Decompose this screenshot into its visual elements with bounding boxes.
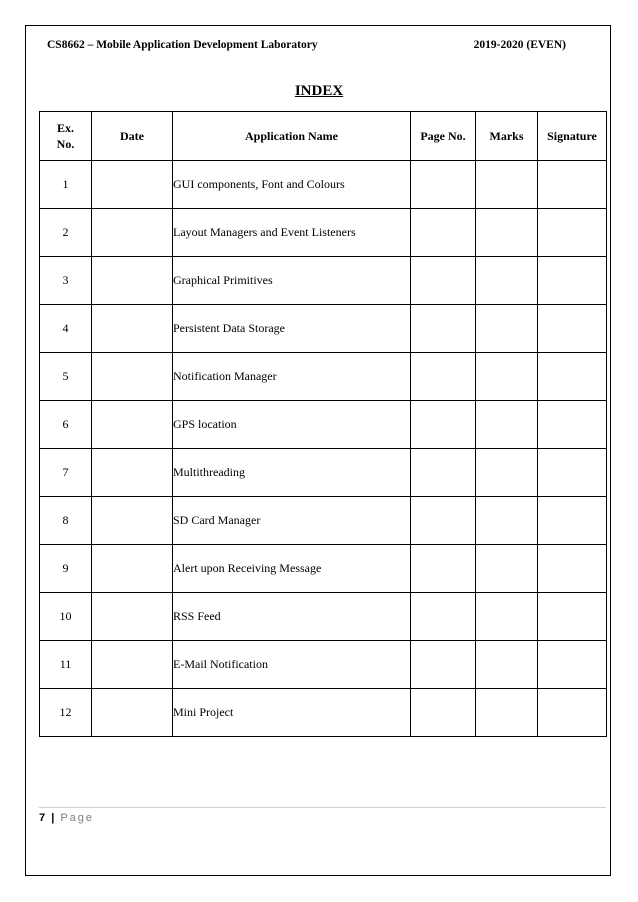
cell-app-name: Layout Managers and Event Listeners [173,209,411,257]
cell-signature [538,593,607,641]
cell-exno: 11 [40,641,92,689]
table-row [40,689,607,737]
cell-date [92,545,173,593]
cell-date [92,689,173,737]
footer-divider [39,807,606,808]
cell-signature [538,305,607,353]
col-header-marks: Marks [476,112,538,161]
cell-page-no [411,209,476,257]
col-header-exno-line2: No. [56,137,75,151]
cell-date [92,449,173,497]
cell-marks [476,209,538,257]
table-row [40,305,607,353]
col-header-exno [40,112,92,161]
cell-page-no [411,497,476,545]
cell-app-name: GPS location [173,401,411,449]
cell-signature [538,641,607,689]
cell-exno: 7 [40,449,92,497]
cell-page-no [411,593,476,641]
cell-exno: 3 [40,257,92,305]
cell-exno: 12 [40,689,92,737]
cell-marks [476,353,538,401]
table-row [40,497,607,545]
cell-app-name: RSS Feed [173,593,411,641]
cell-signature [538,689,607,737]
cell-page-no [411,161,476,209]
table-row [40,545,607,593]
cell-exno: 8 [40,497,92,545]
cell-date [92,209,173,257]
cell-page-no [411,305,476,353]
col-header-signature: Signature [538,112,607,161]
cell-page-no [411,689,476,737]
page-footer [39,812,94,824]
table-row [40,209,607,257]
cell-app-name: Multithreading [173,449,411,497]
cell-signature [538,497,607,545]
cell-page-no [411,353,476,401]
table-row [40,401,607,449]
header-course: CS8662 – Mobile Application Development Laboratory [47,39,318,51]
cell-marks [476,497,538,545]
cell-marks [476,401,538,449]
cell-date [92,161,173,209]
table-row [40,449,607,497]
cell-exno: 5 [40,353,92,401]
cell-page-no [411,641,476,689]
cell-signature [538,545,607,593]
footer-page-number: 7 [39,812,46,824]
cell-marks [476,593,538,641]
cell-app-name: SD Card Manager [173,497,411,545]
col-header-exno-line1: Ex. [56,121,74,135]
table-row [40,161,607,209]
table-row [40,353,607,401]
table-row [40,641,607,689]
footer-separator: | [51,812,55,824]
cell-app-name: GUI components, Font and Colours [173,161,411,209]
cell-app-name: Notification Manager [173,353,411,401]
cell-exno: 2 [40,209,92,257]
cell-signature [538,353,607,401]
table-row [40,257,607,305]
page-title: INDEX [294,83,344,99]
cell-marks [476,689,538,737]
col-header-page-no: Page No. [411,112,476,161]
cell-app-name: E-Mail Notification [173,641,411,689]
cell-signature [538,401,607,449]
col-header-date: Date [92,112,173,161]
cell-page-no [411,401,476,449]
cell-date [92,353,173,401]
footer-page-label: Page [60,812,95,824]
cell-date [92,401,173,449]
cell-page-no [411,545,476,593]
cell-signature [538,257,607,305]
cell-app-name: Graphical Primitives [173,257,411,305]
index-table [39,111,607,737]
cell-page-no [411,449,476,497]
cell-exno: 6 [40,401,92,449]
header-term: 2019-2020 (EVEN) [473,39,566,51]
cell-signature [538,161,607,209]
cell-app-name: Persistent Data Storage [173,305,411,353]
cell-exno: 9 [40,545,92,593]
cell-date [92,257,173,305]
cell-date [92,593,173,641]
cell-app-name: Mini Project [173,689,411,737]
cell-exno: 10 [40,593,92,641]
table-row [40,593,607,641]
cell-page-no [411,257,476,305]
cell-marks [476,545,538,593]
col-header-app-name: Application Name [173,112,411,161]
cell-signature [538,209,607,257]
cell-marks [476,305,538,353]
cell-marks [476,449,538,497]
cell-exno: 4 [40,305,92,353]
table-body [40,161,607,737]
cell-date [92,641,173,689]
cell-date [92,305,173,353]
cell-exno: 1 [40,161,92,209]
cell-date [92,497,173,545]
cell-signature [538,449,607,497]
table-header-row [40,112,607,161]
cell-marks [476,257,538,305]
cell-app-name: Alert upon Receiving Message [173,545,411,593]
cell-marks [476,641,538,689]
cell-marks [476,161,538,209]
